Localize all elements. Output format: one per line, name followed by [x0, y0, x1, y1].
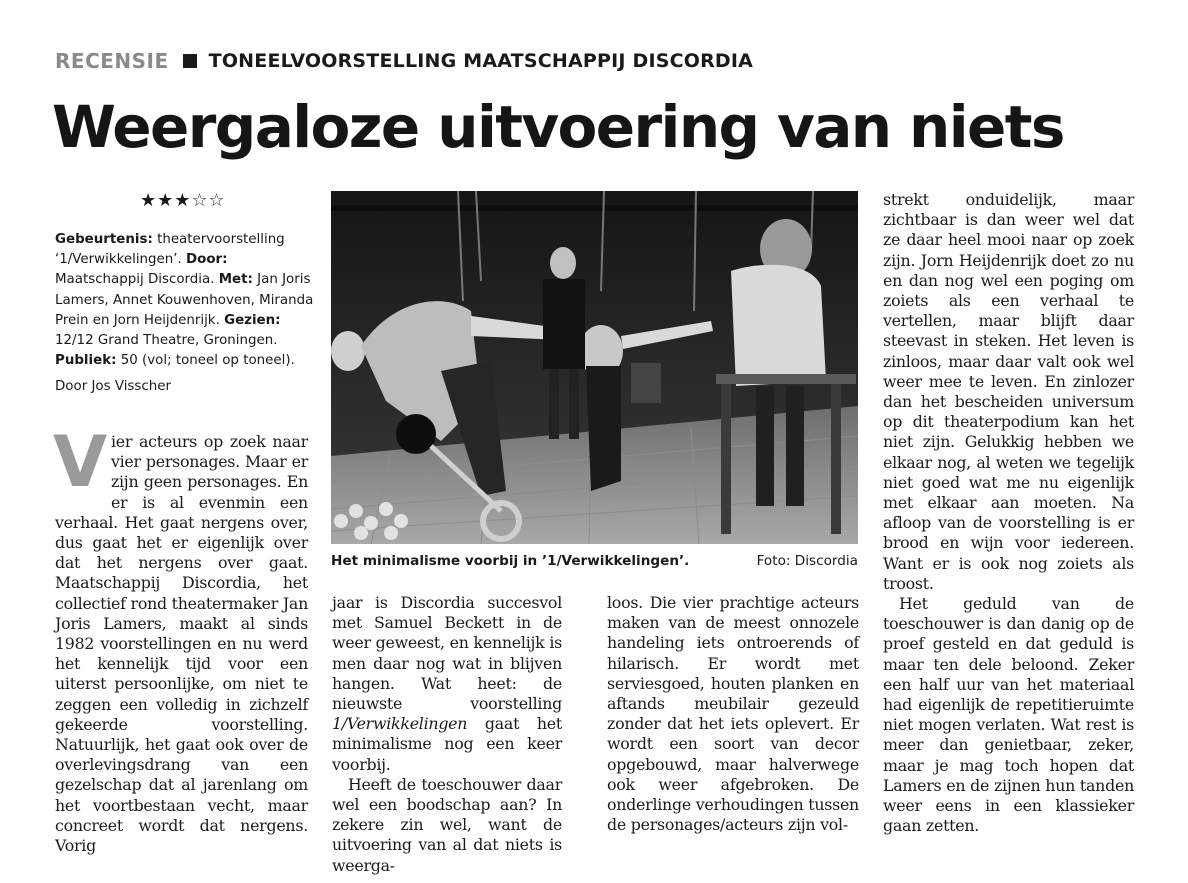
paragraph: Het geduld van de toeschouwer is dan danig op de proef gesteld en dat geduld is maar ten dele beloond. Zeker een half uur van het materiaal had eigenlijk de repetitieruimte niet mogen verlaten. Wat rest is meer dan genietbaar, zeker, maar je mag toch hopen dat Lamers en de zijnen hun tanden weer eens in een klassieker gaan zetten.: [883, 594, 1134, 836]
show-title: 1/Verwikkelingen: [332, 714, 468, 734]
photo-illustration: [331, 191, 858, 544]
article-column-3: [607, 593, 859, 835]
paragraph: [332, 593, 562, 775]
star-rating: [140, 190, 226, 211]
info-details: [55, 230, 320, 371]
stage-photo: [331, 191, 858, 544]
drop-cap: V: [53, 421, 107, 503]
star-empty-icon: ☆☆: [191, 190, 226, 211]
seen-label: Gezien:: [224, 312, 281, 328]
photo-caption: [331, 549, 858, 573]
article-column-2: [332, 593, 562, 876]
star-filled-icon: ★★★: [140, 190, 192, 211]
caption-text: Het minimalisme voorbij in ’1/Verwikkelingen’.: [331, 553, 690, 569]
event-label: Gebeurtenis:: [55, 232, 153, 247]
audience-label: Publiek:: [55, 353, 117, 369]
article-column-4: [883, 190, 1134, 837]
event-value: theatervoorstelling ‘1/Verwikkelingen’.: [55, 232, 285, 268]
paragraph: loos. Die vier prachtige acteurs maken van de meest onnozele handeling iets ontroerends of hilarisch. Er wordt met serviesgoed, houten planken en aftands meubilair gezeuld zonder dat het iets oplevert. Er wordt een soort van decor opgebouwd, maar halverwege ook weer afgebroken. De onderlinge verhoudingen tussen de personages/acteurs zijn vol-: [607, 593, 859, 835]
review-subject: TONEELVOORSTELLING MAATSCHAPPIJ DISCORDIA: [208, 50, 754, 72]
paragraph-text: jaar is Discordia succesvol met Samuel Beckett in de weer geweest, en kennelijk is men daar nog wat in blijven hangen. Wat heet: de nieuwste voorstelling: [332, 593, 562, 714]
paragraph-text: gaat het minimalisme nog een keer voorbij.: [332, 714, 562, 774]
with-value: Jan Joris Lamers, Annet Kouwenhoven, Miranda Prein en Jorn Heijdenrijk.: [55, 272, 314, 328]
by-label: Door:: [186, 252, 228, 268]
section-label: RECENSIE: [55, 49, 169, 73]
section-kicker: [55, 44, 753, 78]
by-value: Maatschappij Discordia.: [55, 272, 215, 288]
square-bullet-icon: [183, 54, 197, 68]
paragraph: strekt onduidelijk, maar zichtbaar is dan weer wel dat ze daar heel mooi naar op zoek zijn. Jorn Heijdenrijk doet zo nu en dan nog wel een poging om zoiets als een verhaal te vertellen, maar blijft daar steevast in steken. Het leven is zinloos, maar daar valt ook wel weer mee te leven. En zinlozer dan het bescheiden universum op dit theaterpodium kan het niet zijn. Gelukkig hebben we elkaar nog, al weten we tegelijk niet goed wat me nu eigenlijk met elkaar aan moeten. Na afloop van de voorstelling is er brood en wijn voor iedereen. Want er is ook nog zoiets als troost.: [883, 190, 1134, 593]
photo-credit: Foto: Discordia: [756, 553, 858, 569]
byline: Door Jos Visscher: [55, 379, 171, 395]
paragraph: ier acteurs op zoek naar vier personages. Maar er zijn geen personages. En er is al evenmin een verhaal. Het gaat nergens over, dus gaat het er eigenlijk over dat het nergens over gaat. Maatschappij Discordia, het collectief rond theatermaker Jan Joris Lamers, maakt al sinds 1982 voorstellingen en nu werd het kennelijk tijd voor een uiterst persoonlijke, om niet te zeggen een volledig in zichzelf gekeerde voorstelling. Natuurlijk, het gaat ook over de overlevingsdrang van een gezelschap dat al jarenlang om het voortbestaan vecht, maar concreet wordt dat nergens. Vorig: [55, 432, 308, 856]
paragraph: Heeft de toeschouwer daar wel een boodschap aan? In zekere zin wel, want de uitvoering van al dat niets is weerga-: [332, 774, 562, 875]
info-box: [55, 230, 320, 398]
seen-value: 12/12 Grand Theatre, Groningen.: [55, 333, 278, 349]
headline: Weergaloze uitvoering van niets: [52, 93, 1064, 161]
article-column-1: [53, 421, 308, 856]
with-label: Met:: [218, 272, 253, 288]
audience-value: 50 (vol; toneel op toneel).: [120, 353, 295, 369]
